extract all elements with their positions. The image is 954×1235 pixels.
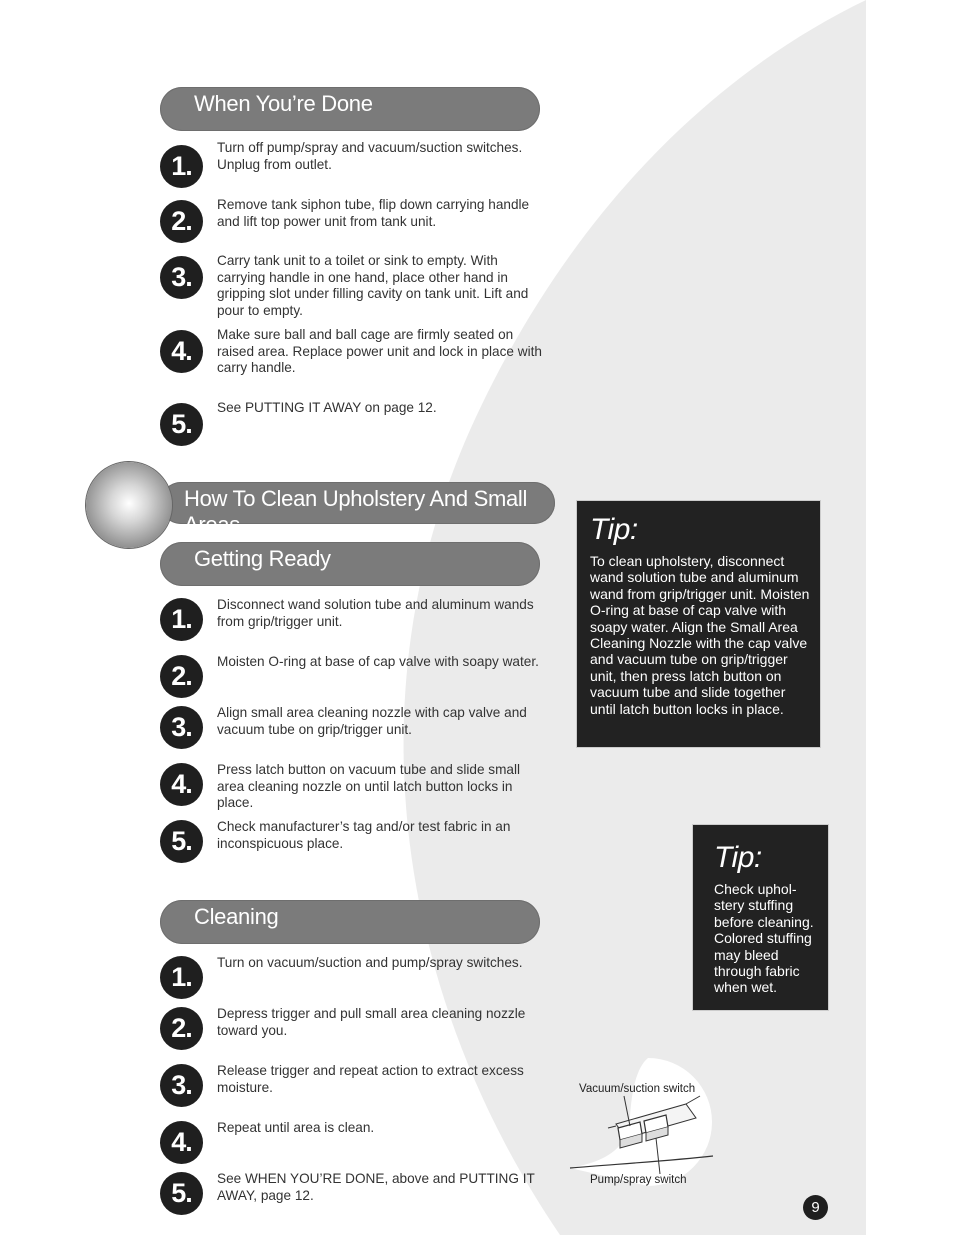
step-number: 4.: [160, 330, 203, 373]
right-margin: [866, 0, 954, 1235]
step-number: 3.: [160, 256, 203, 299]
step-text: See PUTTING IT AWAY on page 12.: [217, 400, 437, 415]
step-text: Press latch button on vacuum tube and slide small area cleaning nozzle on until latch button locks in place.: [217, 762, 521, 811]
step-number: 5.: [160, 403, 203, 446]
tip-text: To clean upholstery, disconnect wand solution tube and aluminum wand from grip/trigger unit. Moisten O-ring at base of cap valve with soapy water. Align the Small Area Cleaning Nozzle with the cap valve and vacuum tube on grip/trigger unit, then press latch button on vacuum tube and slide together until latch button locks in place.: [590, 553, 810, 717]
section-bullet-sphere: [86, 462, 172, 548]
step-number: 1.: [160, 956, 203, 999]
step-number: 5.: [160, 1172, 203, 1215]
step-text: Align small area cleaning nozzle with cap valve and vacuum tube on grip/trigger unit.: [217, 705, 527, 737]
step-text: Depress trigger and pull small area cleaning nozzle toward you.: [217, 1006, 526, 1038]
tip-heading: Tip:: [590, 513, 638, 546]
step-text: Disconnect wand solution tube and aluminum wands from grip/trigger unit.: [217, 597, 534, 629]
step-text: Turn off pump/spray and vacuum/suction switches. Unplug from outlet.: [217, 140, 523, 172]
section-header-getting-ready: [160, 542, 540, 586]
step-text: See WHEN YOU’RE DONE, above and PUTTING IT AWAY, page 12.: [217, 1171, 535, 1203]
step-number: 3.: [160, 706, 203, 749]
step-number: 2.: [160, 200, 203, 243]
step-number: 4.: [160, 1121, 203, 1164]
section-header-cleaning: [160, 900, 540, 944]
section-title: Cleaning: [194, 904, 279, 929]
section-title: How To Clean Upholstery And Small Areas: [184, 486, 528, 537]
step-text: Remove tank siphon tube, flip down carrying handle and lift top power unit from tank unit.: [217, 197, 530, 229]
step-number: 2.: [160, 655, 203, 698]
step-text: Moisten O-ring at base of cap valve with soapy water.: [217, 654, 539, 669]
tip-box-stuffing: [693, 825, 828, 1010]
figure-label-pump-switch: Pump/spray switch: [590, 1174, 687, 1186]
page-number: 9: [803, 1195, 828, 1220]
tip-box-upholstery: [577, 501, 820, 747]
step-number: 4.: [160, 763, 203, 806]
step-text: Repeat until area is clean.: [217, 1120, 375, 1135]
step-text: Make sure ball and ball cage are firmly seated on raised area. Replace power unit and lock in place with carry handle.: [217, 327, 542, 376]
step-text: Turn on vacuum/suction and pump/spray switches.: [217, 955, 523, 970]
section-title: When You’re Done: [194, 91, 373, 116]
step-text: Release trigger and repeat action to extract excess moisture.: [217, 1063, 524, 1095]
step-number: 2.: [160, 1007, 203, 1050]
tip-heading: Tip:: [714, 841, 762, 874]
tip-text: Check uphol-stery stuffing before cleaning. Colored stuffing may bleed through fabric when wet.: [714, 881, 814, 996]
step-text: Carry tank unit to a toilet or sink to empty. With carrying handle in one hand, place other hand in gripping slot under filling cavity on tank unit. Lift and pour to empty.: [217, 253, 529, 318]
step-text: Check manufacturer’s tag and/or test fabric in an inconspicuous place.: [217, 819, 511, 851]
step-number: 3.: [160, 1064, 203, 1107]
step-number: 1.: [160, 145, 203, 188]
step-number: 5.: [160, 820, 203, 863]
figure-label-vacuum-switch: Vacuum/suction switch: [579, 1083, 696, 1095]
switch-diagram-illustration: [568, 1056, 718, 1191]
section-header-when-done: [160, 87, 540, 131]
step-number: 1.: [160, 598, 203, 641]
section-title: Getting Ready: [194, 546, 331, 571]
section-header-upholstery: [160, 482, 555, 537]
